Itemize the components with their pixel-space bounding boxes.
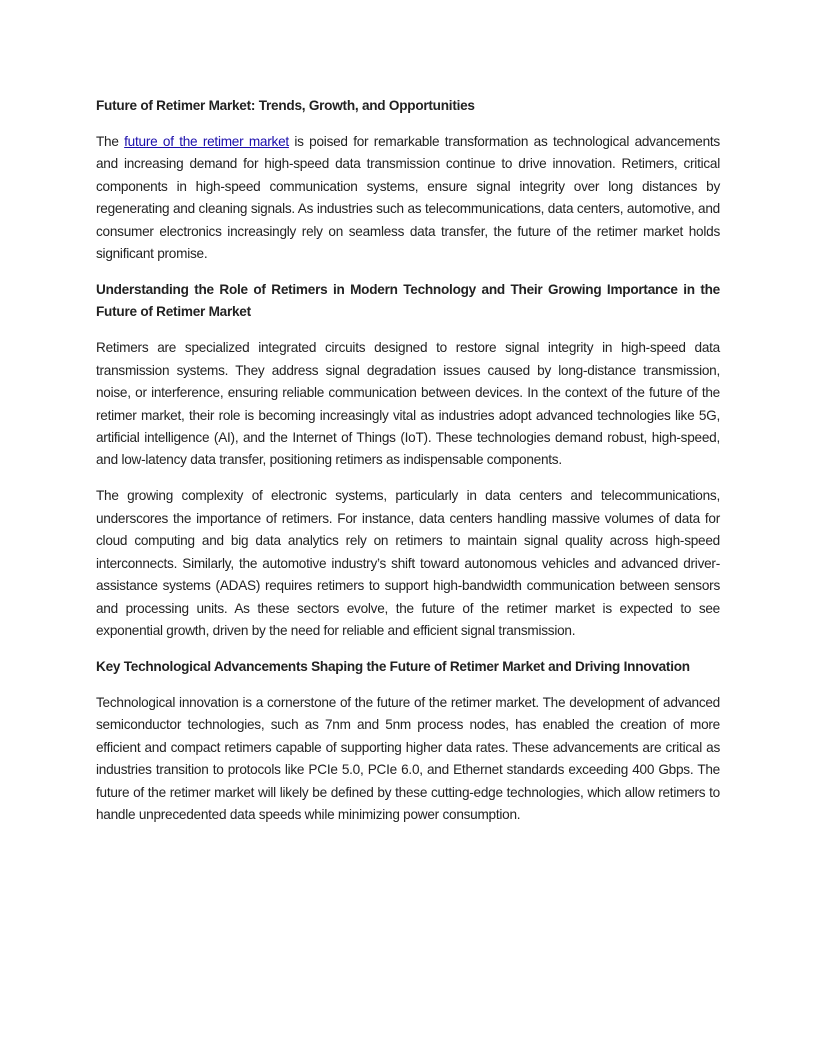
section-heading: Key Technological Advancements Shaping the Future of Retimer Market and Driving Innovation <box>96 658 690 674</box>
section-heading: Understanding the Role of Retimers in Modern Technology and Their Growing Importance in the Future of Retimer Market <box>96 282 720 320</box>
intro-text-end: is poised for remarkable transformation as technological advancements and increasing demand for high-speed data transmission continue to drive innovation. Retimers, critical components in high-speed communication systems, ensure signal integrity over long distances by regenerating and cleaning signals. As industries such as telecommunications, data centers, automotive, and consumer electronics increasingly rely on seamless data transfer, the future of the retimer market holds significant promise. <box>96 134 720 262</box>
intro-paragraph <box>96 131 720 265</box>
document-page <box>96 95 720 840</box>
retimer-market-link[interactable]: future of the retimer market <box>124 134 289 149</box>
document-title: Future of Retimer Market: Trends, Growth, and Opportunities <box>96 98 475 113</box>
body-paragraph: Retimers are specialized integrated circuits designed to restore signal integrity in high-speed data transmission systems. They address signal degradation issues caused by long-distance transmission, noise, or interference, ensuring reliable communication between devices. In the context of the future of the retimer market, their role is becoming increasingly vital as industries adopt advanced technologies like 5G, artificial intelligence (AI), and the Internet of Things (IoT). These technologies demand robust, high-speed, and low-latency data transfer, positioning retimers as indispensable components. <box>96 340 720 468</box>
body-paragraph: The growing complexity of electronic systems, particularly in data centers and telecommunications, underscores the importance of retimers. For instance, data centers handling massive volumes of data for cloud computing and big data analytics rely on retimers to maintain signal quality across high-speed interconnects. Similarly, the automotive industry’s shift toward autonomous vehicles and advanced driver-assistance systems (ADAS) requires retimers to support high-bandwidth communication between sensors and processing units. As these sectors evolve, the future of the retimer market is expected to see exponential growth, driven by the need for reliable and efficient signal transmission. <box>96 488 720 638</box>
intro-text-start: The <box>96 134 125 149</box>
body-paragraph: Technological innovation is a cornerstone of the future of the retimer market. The development of advanced semiconductor technologies, such as 7nm and 5nm process nodes, has enabled the creation of more efficient and compact retimers capable of supporting higher data rates. These advancements are critical as industries transition to protocols like PCIe 5.0, PCIe 6.0, and Ethernet standards exceeding 400 Gbps. The future of the retimer market will likely be defined by these cutting-edge technologies, which allow retimers to handle unprecedented data speeds while minimizing power consumption. <box>96 694 720 822</box>
